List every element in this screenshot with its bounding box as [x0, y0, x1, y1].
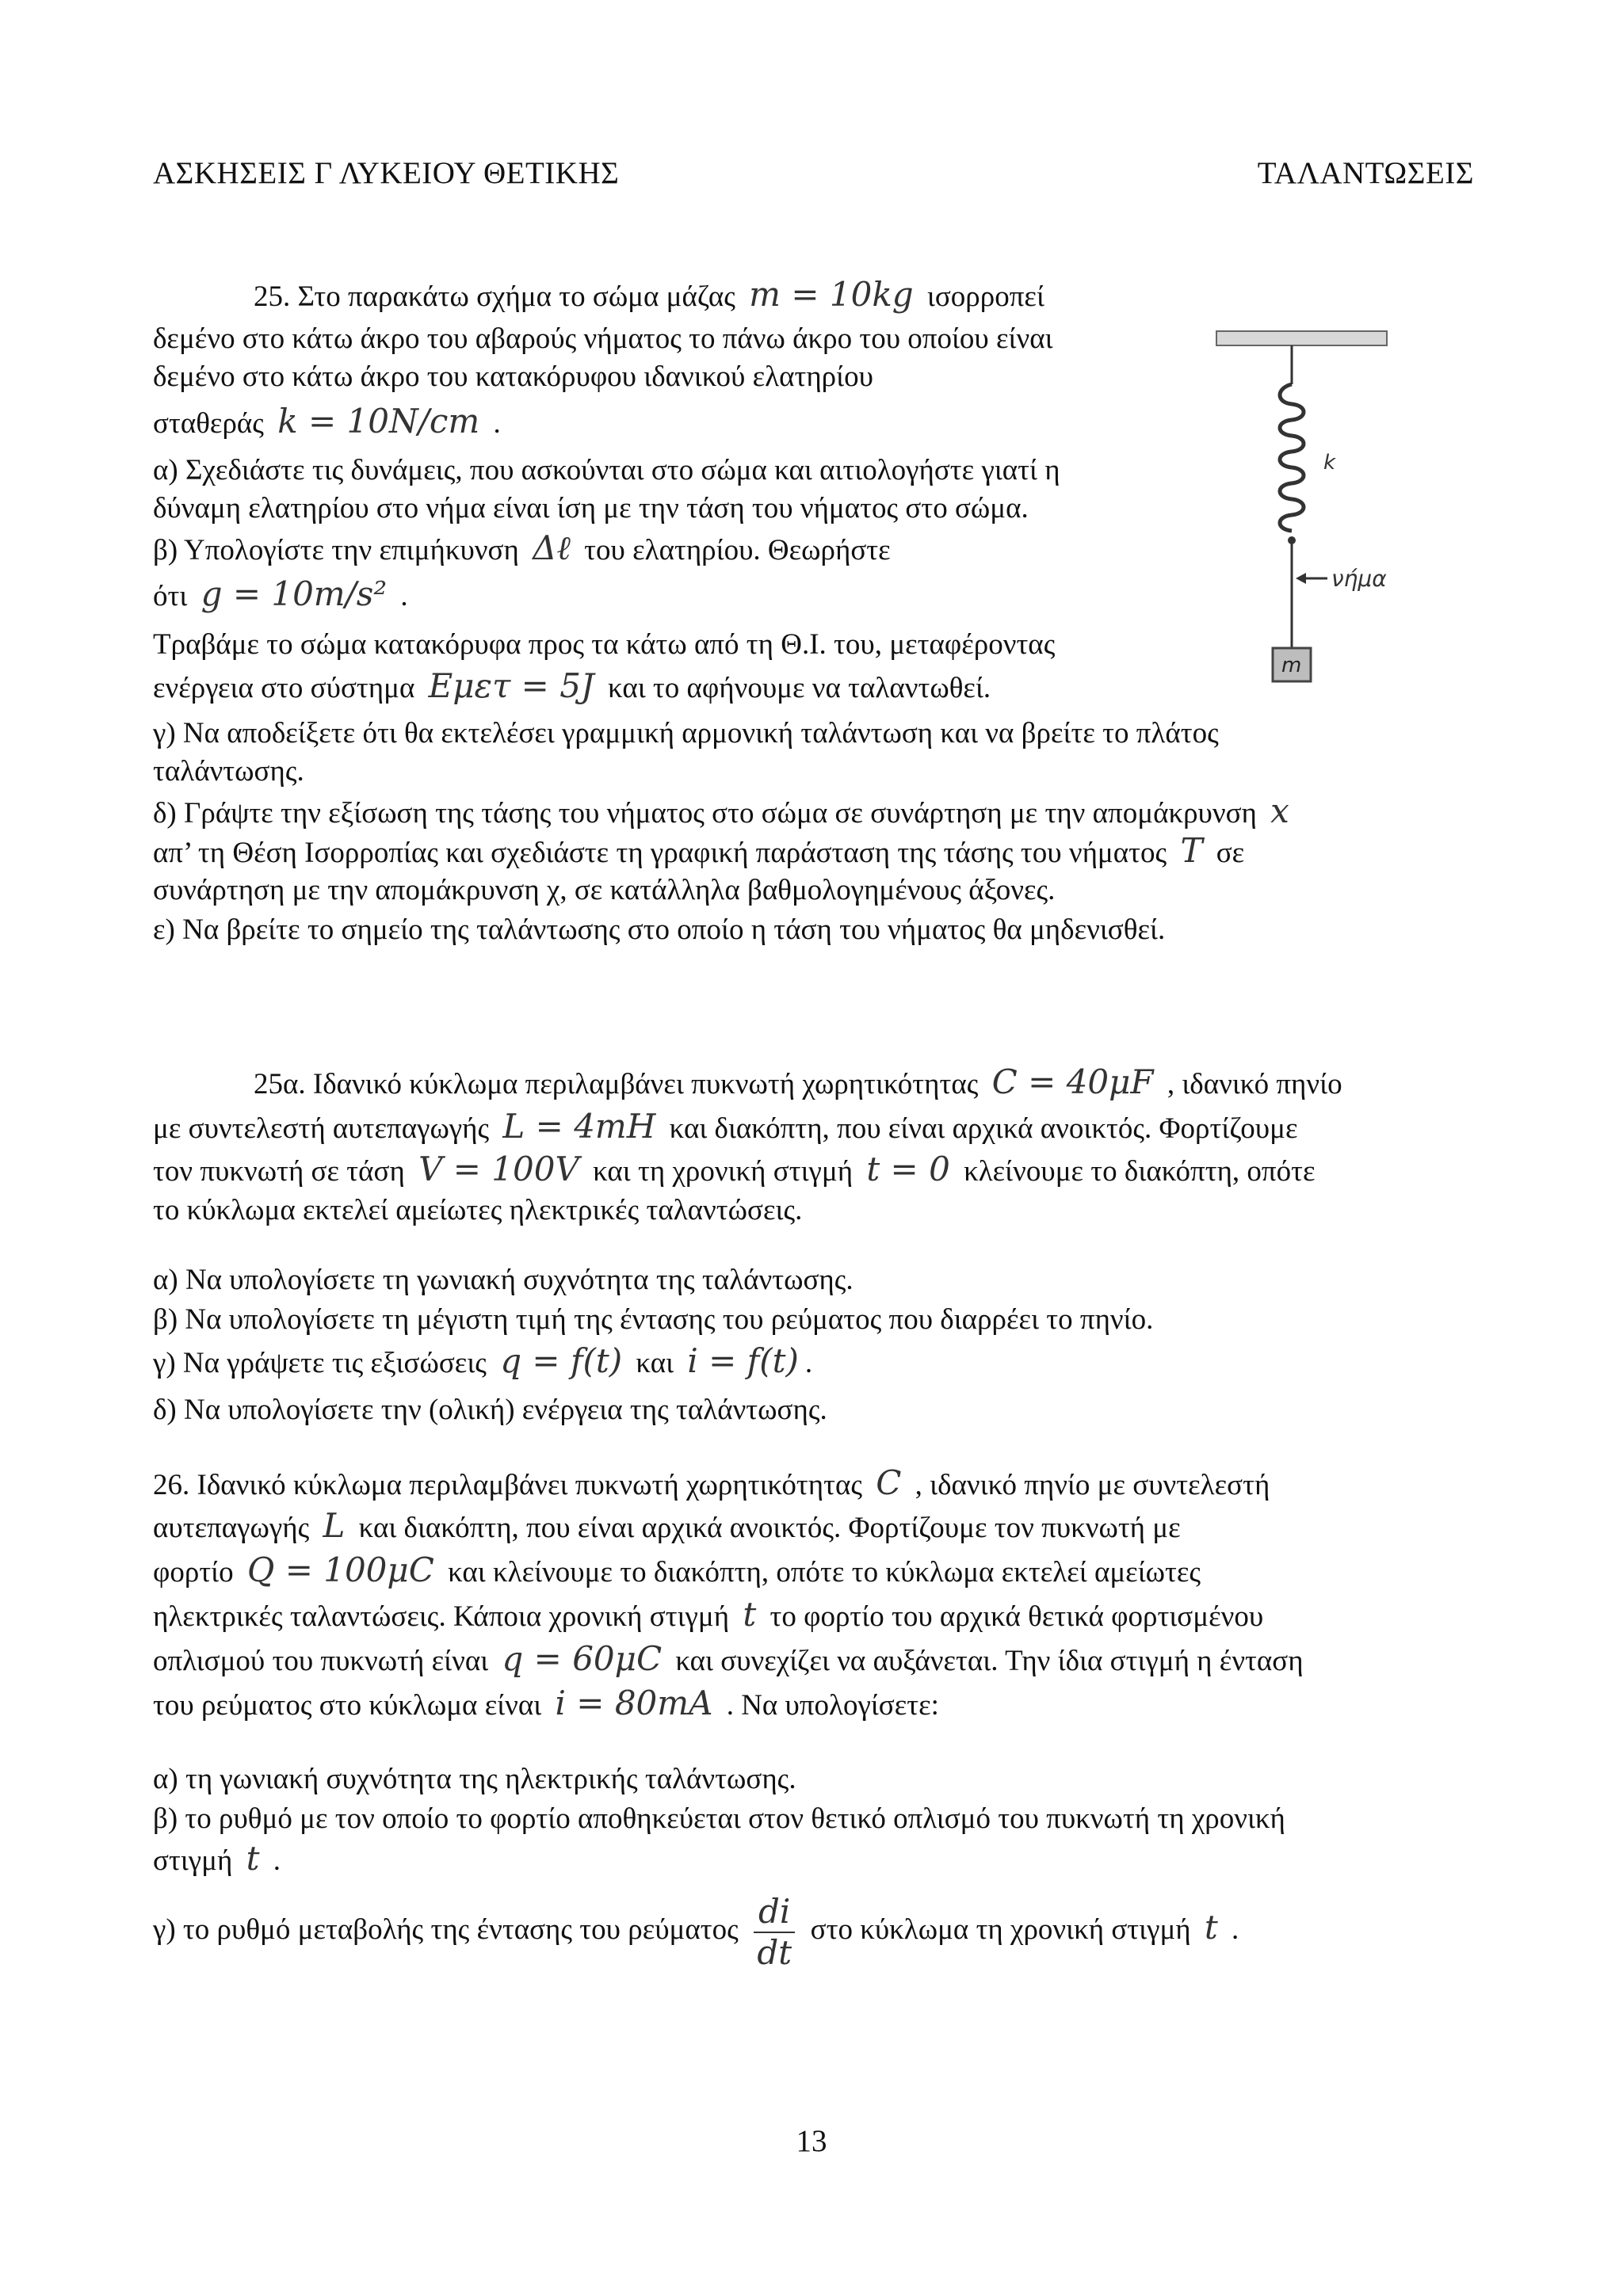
- p25-line-10: ενέργεια στο σύστημα Eμετ = 5J και το αφήνουμε να ταλαντωθεί.: [153, 666, 991, 705]
- math-charge-q: q = 60μC: [502, 1639, 663, 1678]
- p25-line-7: β) Υπολογίστε την επιμήκυνση Δℓ του ελατηρίου. Θεωρήστε: [153, 528, 891, 567]
- p25-line-16: ε) Να βρείτε το σημείο της ταλάντωσης στο οποίο η τάση του νήματος θα μηδενισθεί.: [153, 913, 1166, 946]
- math-c: C: [876, 1463, 902, 1502]
- thread-label: νήμα: [1331, 566, 1387, 592]
- p26-line-4: ηλεκτρικές ταλαντώσεις. Κάποια χρονική στιγμή t το φορτίο του αρχικά θετικά φορτισμένου: [153, 1595, 1264, 1634]
- math-t-2: t: [246, 1839, 260, 1878]
- p26-line-7: α) τη γωνιακή συχνότητα της ηλεκτρικής ταλάντωσης.: [153, 1763, 796, 1795]
- p25-line-6: δύναμη ελατηρίου στο νήμα είναι ίση με την τάση του νήματος στο σώμα.: [153, 492, 1029, 524]
- ceiling-support: [1216, 331, 1387, 345]
- p25a-line-2: με συντελεστή αυτεπαγωγής L = 4mH και διακόπτη, που είναι αρχικά ανοικτός. Φορτίζουμε: [153, 1107, 1298, 1146]
- p25a-line-6: β) Να υπολογίσετε τη μέγιστη τιμή της έντασης του ρεύματος που διαρρέει το πηνίο.: [153, 1303, 1154, 1336]
- p25a-line-3: τον πυκνωτή σε τάση V = 100V και τη χρονική στιγμή t = 0 κλείνουμε το διακόπτη, οπότε: [153, 1150, 1316, 1188]
- math-q-function: q = f(t): [500, 1341, 623, 1380]
- header-left: ΑΣΚΗΣΕΙΣ Γ ΛΥΚΕΙΟΥ ΘΕΤΙΚΗΣ: [153, 156, 620, 190]
- p26-line-5: οπλισμού του πυκνωτή είναι q = 60μC και συνεχίζει να αυξάνεται. Την ίδια στιγμή η ένταση: [153, 1639, 1304, 1678]
- math-mass: m = 10kg: [749, 275, 914, 314]
- p26-line-9: στιγμή t .: [153, 1839, 281, 1878]
- p26-line-1: 26. Ιδανικό κύκλωμα περιλαμβάνει πυκνωτή χωρητικότητας C , ιδανικό πηνίο με συντελεστή: [153, 1463, 1270, 1502]
- math-i-function: i = f(t): [687, 1341, 799, 1380]
- p25-line-4: σταθεράς k = 10N/cm .: [153, 402, 501, 441]
- math-l: L: [323, 1506, 346, 1545]
- math-capacitance: C = 40μF: [991, 1062, 1154, 1101]
- math-time-zero: t = 0: [866, 1150, 950, 1188]
- thread-arrow-head: [1296, 573, 1306, 584]
- p25-line-11: γ) Να αποδείξετε ότι θα εκτελέσει γραμμική αρμονική ταλάντωση και να βρείτε το πλάτος: [153, 717, 1219, 749]
- math-inductance: L = 4mH: [502, 1107, 656, 1146]
- p26-line-6: του ρεύματος στο κύκλωμα είναι i = 80mA . Να υπολογίσετε:: [153, 1684, 939, 1722]
- math-t: t: [743, 1595, 757, 1634]
- p25a-line-5: α) Να υπολογίσετε τη γωνιακή συχνότητα της ταλάντωσης.: [153, 1264, 854, 1296]
- page-number: 13: [796, 2124, 827, 2158]
- header-right: ΤΑΛΑΝΤΩΣΕΙΣ: [1257, 156, 1474, 190]
- math-x: x: [1270, 791, 1289, 830]
- p25-line-14: απ’ τη Θέση Ισορροπίας και σχεδιάστε τη γραφική παράσταση της τάσης του νήματος T σε: [153, 831, 1245, 870]
- math-energy: Eμετ = 5J: [428, 666, 594, 705]
- p25-line-15: συνάρτηση με την απομάκρυνση χ, σε κατάλληλα βαθμολογημένους άξονες.: [153, 874, 1056, 906]
- math-t-3: t: [1204, 1908, 1218, 1947]
- math-voltage: V = 100V: [418, 1150, 579, 1188]
- p25a-line-1: 25α. Ιδανικό κύκλωμα περιλαμβάνει πυκνωτή χωρητικότητας C = 40μF , ιδανικό πηνίο: [254, 1062, 1342, 1101]
- spring-coil: [1280, 384, 1304, 531]
- math-current: i = 80mA: [555, 1684, 713, 1722]
- mass-label: m: [1281, 654, 1302, 677]
- p25a-line-8: δ) Να υπολογίσετε την (ολική) ενέργεια της ταλάντωσης.: [153, 1394, 827, 1426]
- math-tension: T: [1180, 831, 1203, 870]
- p25-line-2: δεμένο στο κάτω άκρο του αβαρούς νήματος το πάνω άκρο του οποίου είναι: [153, 322, 1053, 355]
- math-fraction-di-dt: $\frac{di}{dt}$: [754, 1892, 795, 1973]
- p25a-line-7: γ) Να γράψετε τις εξισώσεις q = f(t) και i = f(t) .: [153, 1341, 813, 1380]
- p25-line-5: α) Σχεδιάστε τις δυνάμεις, που ασκούνται στο σώμα και αιτιολογήστε γιατί η: [153, 454, 1060, 486]
- spring-label: k: [1323, 451, 1336, 475]
- p26-line-8: β) το ρυθμό με τον οποίο το φορτίο αποθηκεύεται στον θετικό οπλισμό του πυκνωτή τη χρονική: [153, 1802, 1285, 1835]
- p25-line-8: ότι g = 10m/s² .: [153, 574, 408, 613]
- math-spring-constant: k = 10N/cm: [277, 402, 480, 441]
- p26-line-2: αυτεπαγωγής L και διακόπτη, που είναι αρχικά ανοικτός. Φορτίζουμε τον πυκνωτή με: [153, 1506, 1181, 1545]
- p25-line-9: Τραβάμε το σώμα κατακόρυφα προς τα κάτω από τη Θ.Ι. του, μεταφέροντας: [153, 628, 1056, 661]
- p26-line-3: φορτίο Q = 100μC και κλείνουμε το διακόπτη, οπότε το κύκλωμα εκτελεί αμείωτες: [153, 1550, 1201, 1589]
- p25-line-1: 25. Στο παρακάτω σχήμα το σώμα μάζας m = 10kg ισορροπεί: [254, 275, 1044, 314]
- math-charge-Q: Q = 100μC: [246, 1550, 434, 1589]
- p25a-line-4: το κύκλωμα εκτελεί αμείωτες ηλεκτρικές ταλαντώσεις.: [153, 1194, 803, 1226]
- spring-mass-figure: [1205, 317, 1442, 689]
- p25-line-13: δ) Γράψτε την εξίσωση της τάσης του νήματος στο σώμα σε συνάρτηση με την απομάκρυνση x: [153, 792, 1296, 833]
- p25-line-3: δεμένο στο κάτω άκρο του κατακόρυφου ιδανικού ελατηρίου: [153, 360, 873, 393]
- math-gravity: g = 10m/s²: [200, 574, 388, 613]
- p26-line-10: γ) το ρυθμό μεταβολής της έντασης του ρεύματος $\frac{di}{dt}$ στο κύκλωμα τη χρονική στιγμή t .: [153, 1884, 1239, 1974]
- p25-line-12: ταλάντωσης.: [153, 755, 304, 788]
- math-elongation: Δℓ: [533, 528, 571, 567]
